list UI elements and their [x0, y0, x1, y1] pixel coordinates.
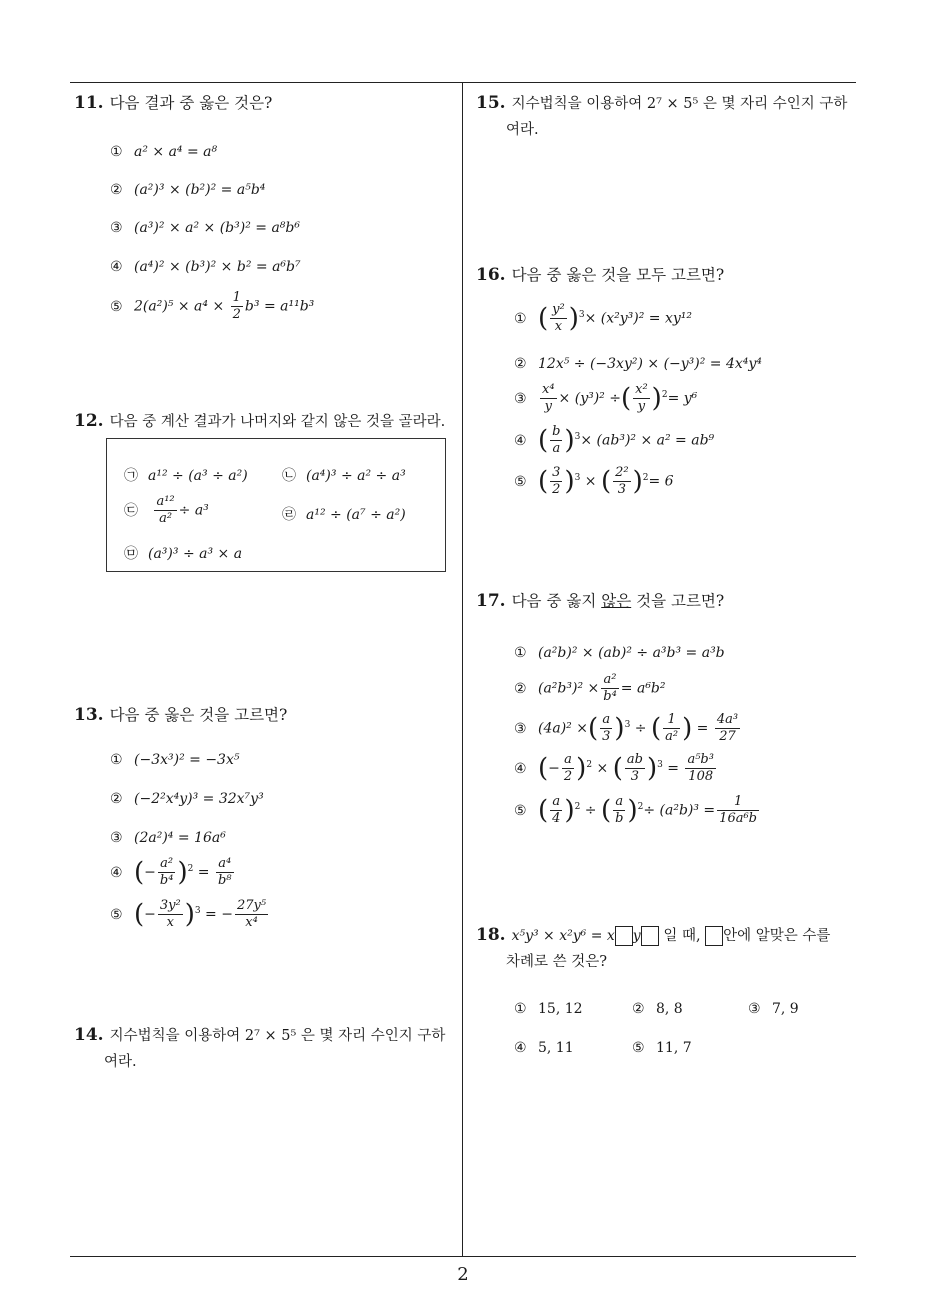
fraction: $\frac{\text{a¹²}}{\text{a²}}$ — [156, 494, 175, 526]
q11-choice-4[interactable]: ④ (a⁴)² × (b³)² × b² = a⁶b⁷ — [110, 259, 301, 275]
question-text: 다음 중 옳은 것을 고르면? — [109, 706, 288, 724]
question-expression: x⁵y³ × x²y⁶ = x — [511, 928, 615, 944]
question-text: 다음 중 옳지 — [511, 592, 602, 610]
question-number: 11. — [74, 93, 104, 113]
q12-item-d[interactable]: ㉣ a¹² ÷ (a⁷ ÷ a²) — [282, 507, 406, 523]
question-text: 지수법칙을 이용하여 2⁷ × 5⁵ 은 몇 자리 수인지 구하 — [109, 1028, 446, 1044]
question-18: 18. x⁵y³ × x²y⁶ = x y 일 때, 안에 알맞은 수를 차례로 쓴 것은? — [476, 922, 866, 975]
fraction: $\frac{1}{\text{a²}}$ — [665, 712, 679, 744]
q11-choice-5[interactable]: ⑤ 2(a²)⁵ × a⁴ × $\frac{1}{2}$ b³ = a¹¹b³ — [110, 290, 315, 322]
question-number: 16. — [476, 265, 506, 285]
fraction: $\frac{\text{3y²}}{x}$ — [159, 898, 181, 930]
question-number: 17. — [476, 591, 506, 611]
question-14 — [74, 1022, 458, 1075]
fraction: $\frac{\text{a⁴}}{\text{b⁸}}$ — [217, 856, 232, 888]
q17-choice-4[interactable]: ④ (− $\frac{a}{2}$ )$^2$ × ( $\frac{ab}{3}$ )$^3$ = $\frac{\text{a⁵b³}}{108}$ — [514, 752, 714, 784]
fraction: $\frac{\text{a²}}{\text{b⁴}}$ — [603, 672, 617, 704]
fraction: $\frac{1}{2}$ — [232, 290, 241, 322]
question-text-end: 안에 알맞은 수를 — [723, 928, 831, 944]
q12-item-e[interactable]: ㉤ (a³)³ ÷ a³ × a — [124, 546, 243, 562]
question-number: 13. — [74, 705, 104, 725]
fraction: $\frac{a}{3}$ — [602, 712, 611, 744]
fraction: $\frac{\text{27y⁵}}{\text{x⁴}}$ — [236, 898, 267, 930]
fraction: $\frac{\text{x⁴}}{y}$ — [542, 382, 555, 414]
q18-choice-5[interactable]: ⑤ 11, 7 — [632, 1040, 692, 1056]
q17-choice-2[interactable]: ② (a²b³)² × $\frac{\text{a²}}{\text{b⁴}}$ = a⁶b² — [514, 672, 666, 704]
q13-choice-3[interactable]: ③ (2a²)⁴ = 16a⁶ — [110, 830, 226, 846]
question-13 — [74, 702, 458, 728]
q11-choice-3[interactable]: ③ (a³)² × a² × (b³)² = a⁸b⁶ — [110, 220, 300, 236]
question-15 — [476, 90, 860, 143]
question-text-end: 것을 고르면? — [631, 592, 725, 610]
question-text: 지수법칙을 이용하여 2⁷ × 5⁵ 은 몇 자리 수인지 구하 — [511, 96, 848, 112]
answer-box — [641, 926, 659, 946]
q16-choice-3[interactable]: ③ $\frac{\text{x⁴}}{y}$ × (y³)² ÷( $\frac{\text{x²}}{y}$ )$^2$= y⁶ — [514, 382, 698, 414]
q12-item-c[interactable]: ㉢ $\frac{\text{a¹²}}{\text{a²}}$ ÷ a³ — [124, 494, 209, 526]
bottom-rule — [70, 1256, 856, 1257]
question-number: 18. — [476, 925, 506, 945]
q18-choice-2[interactable]: ② 8, 8 — [632, 1001, 683, 1017]
q11-choice-1[interactable]: ① a² × a⁴ = a⁸ — [110, 144, 218, 160]
question-12 — [74, 408, 458, 435]
question-text: 다음 중 옳은 것을 모두 고르면? — [511, 266, 725, 284]
fraction: $\frac{3}{2}$ — [552, 465, 561, 497]
question-text: 일 때, — [658, 928, 706, 944]
fraction: $\frac{ab}{3}$ — [626, 752, 643, 784]
q13-choice-5[interactable]: ⑤ (− $\frac{\text{3y²}}{x}$ )$^3$ = − $\frac{\text{27y⁵}}{\text{x⁴}}$ — [110, 898, 267, 930]
question-16 — [476, 262, 860, 288]
q17-choice-5[interactable]: ⑤ ( $\frac{a}{4}$ )$^2$ ÷ ( $\frac{a}{b}$ )$^2$÷ (a²b)³ = $\frac{1}{\text{16a⁶b}}$ — [514, 794, 757, 826]
q13-choice-2[interactable]: ② (−2²x⁴y)³ = 32x⁷y³ — [110, 791, 264, 807]
question-text-underlined: 않은 — [601, 592, 632, 610]
q11-choice-2[interactable]: ② (a²)³ × (b²)² = a⁵b⁴ — [110, 182, 266, 198]
q16-choice-4[interactable]: ④ ( $\frac{b}{a}$ )$^3$× (ab³)² × a² = ab⁹ — [514, 424, 715, 456]
q17-choice-1[interactable]: ① (a²b)² × (ab)² ÷ a³b³ = a³b — [514, 645, 725, 661]
fraction: $\frac{a}{4}$ — [552, 794, 561, 826]
q13-choice-1[interactable]: ① (−3x³)² = −3x⁵ — [110, 752, 240, 768]
question-number: 14. — [74, 1025, 104, 1045]
q17-choice-3[interactable]: ③ (4a)² ×( $\frac{a}{3}$ )$^3$ ÷ ( $\frac{1}{\text{a²}}$ ) = $\frac{\text{4a³}}{27}$ — [514, 712, 739, 744]
question-text: 다음 결과 중 옳은 것은? — [109, 94, 273, 112]
answer-box — [705, 926, 723, 946]
q16-choice-5[interactable]: ⑤ ( $\frac{3}{2}$ )$^3$ × ( $\frac{\text{2²}}{3}$ )$^2$= 6 — [514, 465, 674, 497]
fraction: $\frac{\text{y²}}{x}$ — [552, 302, 565, 334]
answer-box — [615, 926, 633, 946]
fraction: $\frac{\text{2²}}{3}$ — [615, 465, 629, 497]
question-text-cont: 여라. — [506, 122, 539, 138]
q12-item-a[interactable]: ㉠ a¹² ÷ (a³ ÷ a²) — [124, 468, 248, 484]
question-number: 12. — [74, 411, 104, 431]
question-text-cont: 차례로 쓴 것은? — [506, 954, 608, 970]
question-text: 다음 중 계산 결과가 나머지와 같지 않은 것을 골라라. — [109, 414, 446, 430]
fraction: $\frac{a}{2}$ — [563, 752, 573, 784]
fraction: $\frac{a}{b}$ — [615, 794, 624, 826]
column-divider — [462, 82, 463, 1256]
question-17 — [476, 588, 860, 614]
fraction: $\frac{b}{a}$ — [552, 424, 561, 456]
q18-choice-1[interactable]: ① 15, 12 — [514, 1001, 583, 1017]
question-number: 15. — [476, 93, 506, 113]
q13-choice-4[interactable]: ④ (− $\frac{\text{a²}}{\text{b⁴}}$ )$^2$ = $\frac{\text{a⁴}}{\text{b⁸}}$ — [110, 856, 232, 888]
question-text-cont: 여라. — [104, 1054, 137, 1070]
fraction: $\frac{\text{a²}}{\text{b⁴}}$ — [159, 856, 174, 888]
q18-choice-3[interactable]: ③ 7, 9 — [748, 1001, 799, 1017]
q18-choice-4[interactable]: ④ 5, 11 — [514, 1040, 574, 1056]
fraction: $\frac{\text{4a³}}{27}$ — [716, 712, 739, 744]
fraction: $\frac{\text{a⁵b³}}{108}$ — [687, 752, 714, 784]
page-number: 2 — [457, 1264, 469, 1285]
q16-choice-2[interactable]: ② 12x⁵ ÷ (−3xy²) × (−y³)² = 4x⁴y⁴ — [514, 356, 762, 372]
top-rule — [70, 82, 856, 83]
fraction: $\frac{\text{x²}}{y}$ — [635, 382, 648, 414]
q12-item-b[interactable]: ㉡ (a⁴)³ ÷ a² ÷ a³ — [282, 468, 406, 484]
question-11 — [74, 90, 458, 116]
q16-choice-1[interactable]: ① ( $\frac{\text{y²}}{x}$ )$^3$× (x²y³)² = xy¹² — [514, 302, 693, 334]
fraction: $\frac{1}{\text{16a⁶b}}$ — [719, 794, 757, 826]
